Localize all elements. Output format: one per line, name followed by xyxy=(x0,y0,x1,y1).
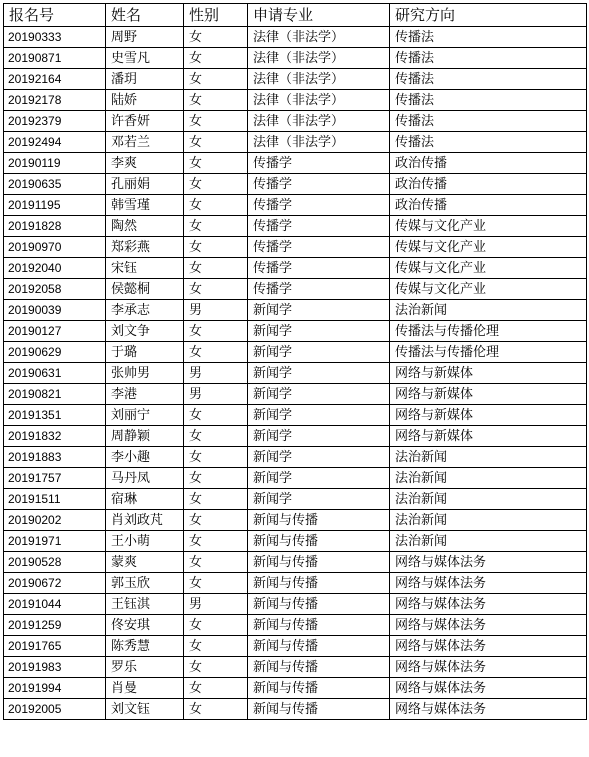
cell-name: 郭玉欣 xyxy=(106,573,184,594)
table-row xyxy=(4,615,587,636)
cell-registration-number: 20191259 xyxy=(4,615,106,636)
cell-applied-major: 新闻与传播 xyxy=(248,615,390,636)
cell-applied-major: 法律（非法学） xyxy=(248,27,390,48)
table-row xyxy=(4,384,587,405)
cell-gender: 女 xyxy=(184,552,248,573)
cell-registration-number: 20192005 xyxy=(4,699,106,720)
cell-registration-number: 20190970 xyxy=(4,237,106,258)
cell-registration-number: 20190629 xyxy=(4,342,106,363)
cell-registration-number: 20191765 xyxy=(4,636,106,657)
table-row xyxy=(4,300,587,321)
cell-gender: 女 xyxy=(184,195,248,216)
cell-applied-major: 新闻学 xyxy=(248,405,390,426)
table-row xyxy=(4,111,587,132)
cell-registration-number: 20191757 xyxy=(4,468,106,489)
cell-registration-number: 20190202 xyxy=(4,510,106,531)
cell-registration-number: 20192040 xyxy=(4,258,106,279)
cell-gender: 女 xyxy=(184,279,248,300)
cell-name: 张帅男 xyxy=(106,363,184,384)
cell-research-direction: 网络与媒体法务 xyxy=(390,636,587,657)
cell-name: 周野 xyxy=(106,27,184,48)
table-row xyxy=(4,195,587,216)
cell-applied-major: 传播学 xyxy=(248,174,390,195)
cell-research-direction: 法治新闻 xyxy=(390,489,587,510)
cell-research-direction: 传播法 xyxy=(390,48,587,69)
cell-name: 王小萌 xyxy=(106,531,184,552)
cell-name: 李承志 xyxy=(106,300,184,321)
cell-research-direction: 传媒与文化产业 xyxy=(390,237,587,258)
cell-research-direction: 网络与媒体法务 xyxy=(390,552,587,573)
table-row xyxy=(4,573,587,594)
cell-research-direction: 传播法与传播伦理 xyxy=(390,321,587,342)
cell-name: 郑彩燕 xyxy=(106,237,184,258)
table-row xyxy=(4,405,587,426)
cell-gender: 女 xyxy=(184,111,248,132)
header-row xyxy=(4,4,587,27)
table-row xyxy=(4,426,587,447)
cell-gender: 女 xyxy=(184,90,248,111)
cell-registration-number: 20190333 xyxy=(4,27,106,48)
cell-research-direction: 法治新闻 xyxy=(390,300,587,321)
cell-research-direction: 法治新闻 xyxy=(390,447,587,468)
cell-gender: 女 xyxy=(184,615,248,636)
cell-registration-number: 20190635 xyxy=(4,174,106,195)
cell-applied-major: 传播学 xyxy=(248,237,390,258)
cell-applied-major: 传播学 xyxy=(248,195,390,216)
cell-research-direction: 传媒与文化产业 xyxy=(390,258,587,279)
cell-gender: 女 xyxy=(184,321,248,342)
cell-applied-major: 新闻学 xyxy=(248,363,390,384)
header-gender: 性别 xyxy=(184,4,248,27)
cell-research-direction: 网络与媒体法务 xyxy=(390,657,587,678)
table-row xyxy=(4,237,587,258)
cell-name: 罗乐 xyxy=(106,657,184,678)
cell-research-direction: 传播法 xyxy=(390,27,587,48)
cell-registration-number: 20191044 xyxy=(4,594,106,615)
cell-applied-major: 新闻与传播 xyxy=(248,636,390,657)
table-row xyxy=(4,174,587,195)
cell-research-direction: 传播法与传播伦理 xyxy=(390,342,587,363)
cell-research-direction: 法治新闻 xyxy=(390,468,587,489)
cell-applied-major: 新闻与传播 xyxy=(248,657,390,678)
cell-name: 陆娇 xyxy=(106,90,184,111)
table-row xyxy=(4,132,587,153)
cell-applied-major: 新闻与传播 xyxy=(248,510,390,531)
cell-registration-number: 20190039 xyxy=(4,300,106,321)
cell-name: 蒙爽 xyxy=(106,552,184,573)
cell-registration-number: 20192058 xyxy=(4,279,106,300)
cell-applied-major: 新闻与传播 xyxy=(248,531,390,552)
table-row xyxy=(4,258,587,279)
cell-gender: 女 xyxy=(184,174,248,195)
table-row xyxy=(4,531,587,552)
table-row xyxy=(4,90,587,111)
table-row xyxy=(4,657,587,678)
cell-registration-number: 20190528 xyxy=(4,552,106,573)
table-row xyxy=(4,594,587,615)
cell-applied-major: 新闻与传播 xyxy=(248,678,390,699)
cell-research-direction: 政治传播 xyxy=(390,174,587,195)
cell-applied-major: 新闻学 xyxy=(248,447,390,468)
cell-research-direction: 政治传播 xyxy=(390,153,587,174)
cell-gender: 男 xyxy=(184,384,248,405)
cell-name: 王钰淇 xyxy=(106,594,184,615)
cell-applied-major: 法律（非法学） xyxy=(248,132,390,153)
cell-registration-number: 20192379 xyxy=(4,111,106,132)
cell-gender: 女 xyxy=(184,510,248,531)
table-row xyxy=(4,27,587,48)
cell-applied-major: 新闻与传播 xyxy=(248,573,390,594)
cell-research-direction: 传播法 xyxy=(390,132,587,153)
cell-name: 宋钰 xyxy=(106,258,184,279)
cell-name: 潘玥 xyxy=(106,69,184,90)
cell-registration-number: 20191971 xyxy=(4,531,106,552)
table-row xyxy=(4,510,587,531)
cell-registration-number: 20191994 xyxy=(4,678,106,699)
cell-registration-number: 20192178 xyxy=(4,90,106,111)
cell-research-direction: 传播法 xyxy=(390,90,587,111)
table-row xyxy=(4,447,587,468)
table-row xyxy=(4,636,587,657)
cell-name: 孔丽娟 xyxy=(106,174,184,195)
cell-registration-number: 20190821 xyxy=(4,384,106,405)
header-research-direction: 研究方向 xyxy=(390,4,587,27)
cell-research-direction: 法治新闻 xyxy=(390,531,587,552)
cell-applied-major: 传播学 xyxy=(248,153,390,174)
cell-registration-number: 20191828 xyxy=(4,216,106,237)
cell-applied-major: 传播学 xyxy=(248,258,390,279)
cell-name: 史雪凡 xyxy=(106,48,184,69)
cell-applied-major: 传播学 xyxy=(248,279,390,300)
cell-name: 李爽 xyxy=(106,153,184,174)
cell-gender: 女 xyxy=(184,153,248,174)
cell-research-direction: 网络与媒体法务 xyxy=(390,615,587,636)
cell-name: 刘丽宁 xyxy=(106,405,184,426)
cell-registration-number: 20190127 xyxy=(4,321,106,342)
cell-name: 陶然 xyxy=(106,216,184,237)
cell-registration-number: 20190672 xyxy=(4,573,106,594)
cell-name: 肖刘政芃 xyxy=(106,510,184,531)
cell-gender: 女 xyxy=(184,657,248,678)
cell-research-direction: 政治传播 xyxy=(390,195,587,216)
table-row xyxy=(4,363,587,384)
cell-research-direction: 网络与新媒体 xyxy=(390,384,587,405)
header-applied-major: 申请专业 xyxy=(248,4,390,27)
cell-applied-major: 新闻学 xyxy=(248,468,390,489)
cell-registration-number: 20190871 xyxy=(4,48,106,69)
cell-research-direction: 网络与媒体法务 xyxy=(390,699,587,720)
cell-registration-number: 20190631 xyxy=(4,363,106,384)
cell-name: 马丹凤 xyxy=(106,468,184,489)
header-registration-number: 报名号 xyxy=(4,4,106,27)
cell-applied-major: 法律（非法学） xyxy=(248,90,390,111)
cell-applied-major: 新闻学 xyxy=(248,300,390,321)
cell-name: 宿琳 xyxy=(106,489,184,510)
cell-name: 李港 xyxy=(106,384,184,405)
table-row xyxy=(4,678,587,699)
cell-name: 邓若兰 xyxy=(106,132,184,153)
table-row xyxy=(4,153,587,174)
table-row xyxy=(4,468,587,489)
cell-name: 许香妍 xyxy=(106,111,184,132)
table-row xyxy=(4,699,587,720)
admission-list-table xyxy=(3,3,587,720)
cell-registration-number: 20192164 xyxy=(4,69,106,90)
cell-gender: 女 xyxy=(184,258,248,279)
cell-name: 刘文争 xyxy=(106,321,184,342)
cell-gender: 女 xyxy=(184,447,248,468)
cell-gender: 女 xyxy=(184,426,248,447)
cell-applied-major: 新闻与传播 xyxy=(248,552,390,573)
cell-registration-number: 20192494 xyxy=(4,132,106,153)
cell-research-direction: 网络与新媒体 xyxy=(390,363,587,384)
table-row xyxy=(4,69,587,90)
cell-gender: 男 xyxy=(184,594,248,615)
cell-applied-major: 新闻学 xyxy=(248,489,390,510)
cell-research-direction: 网络与媒体法务 xyxy=(390,678,587,699)
cell-gender: 男 xyxy=(184,300,248,321)
cell-gender: 女 xyxy=(184,573,248,594)
cell-applied-major: 新闻与传播 xyxy=(248,594,390,615)
table-row xyxy=(4,48,587,69)
cell-research-direction: 传媒与文化产业 xyxy=(390,279,587,300)
cell-research-direction: 网络与新媒体 xyxy=(390,405,587,426)
cell-gender: 女 xyxy=(184,636,248,657)
cell-research-direction: 传播法 xyxy=(390,111,587,132)
cell-gender: 男 xyxy=(184,363,248,384)
table-body xyxy=(4,4,587,720)
cell-name: 肖曼 xyxy=(106,678,184,699)
cell-applied-major: 法律（非法学） xyxy=(248,69,390,90)
cell-gender: 女 xyxy=(184,48,248,69)
cell-applied-major: 新闻学 xyxy=(248,384,390,405)
cell-research-direction: 传媒与文化产业 xyxy=(390,216,587,237)
cell-name: 韩雪瑾 xyxy=(106,195,184,216)
table-row xyxy=(4,489,587,510)
cell-registration-number: 20191351 xyxy=(4,405,106,426)
cell-gender: 女 xyxy=(184,531,248,552)
cell-gender: 女 xyxy=(184,678,248,699)
cell-registration-number: 20190119 xyxy=(4,153,106,174)
table-row xyxy=(4,216,587,237)
cell-research-direction: 网络与媒体法务 xyxy=(390,573,587,594)
cell-research-direction: 法治新闻 xyxy=(390,510,587,531)
cell-name: 于璐 xyxy=(106,342,184,363)
cell-research-direction: 网络与媒体法务 xyxy=(390,594,587,615)
cell-gender: 女 xyxy=(184,27,248,48)
cell-name: 陈秀慧 xyxy=(106,636,184,657)
cell-gender: 女 xyxy=(184,132,248,153)
cell-applied-major: 法律（非法学） xyxy=(248,48,390,69)
cell-research-direction: 网络与新媒体 xyxy=(390,426,587,447)
cell-registration-number: 20191883 xyxy=(4,447,106,468)
cell-gender: 女 xyxy=(184,237,248,258)
cell-applied-major: 法律（非法学） xyxy=(248,111,390,132)
cell-name: 刘文钰 xyxy=(106,699,184,720)
table-row xyxy=(4,321,587,342)
cell-gender: 女 xyxy=(184,216,248,237)
cell-registration-number: 20191195 xyxy=(4,195,106,216)
cell-registration-number: 20191511 xyxy=(4,489,106,510)
cell-name: 侯懿桐 xyxy=(106,279,184,300)
table-row xyxy=(4,279,587,300)
cell-registration-number: 20191983 xyxy=(4,657,106,678)
cell-name: 佟安琪 xyxy=(106,615,184,636)
cell-research-direction: 传播法 xyxy=(390,69,587,90)
cell-gender: 女 xyxy=(184,468,248,489)
cell-gender: 女 xyxy=(184,405,248,426)
table-row xyxy=(4,552,587,573)
cell-name: 周静颖 xyxy=(106,426,184,447)
cell-applied-major: 新闻学 xyxy=(248,342,390,363)
cell-applied-major: 新闻学 xyxy=(248,321,390,342)
table-row xyxy=(4,342,587,363)
cell-applied-major: 新闻与传播 xyxy=(248,699,390,720)
cell-gender: 女 xyxy=(184,342,248,363)
cell-applied-major: 传播学 xyxy=(248,216,390,237)
cell-registration-number: 20191832 xyxy=(4,426,106,447)
cell-applied-major: 新闻学 xyxy=(248,426,390,447)
cell-gender: 女 xyxy=(184,69,248,90)
cell-gender: 女 xyxy=(184,489,248,510)
cell-name: 李小趣 xyxy=(106,447,184,468)
header-name: 姓名 xyxy=(106,4,184,27)
cell-gender: 女 xyxy=(184,699,248,720)
